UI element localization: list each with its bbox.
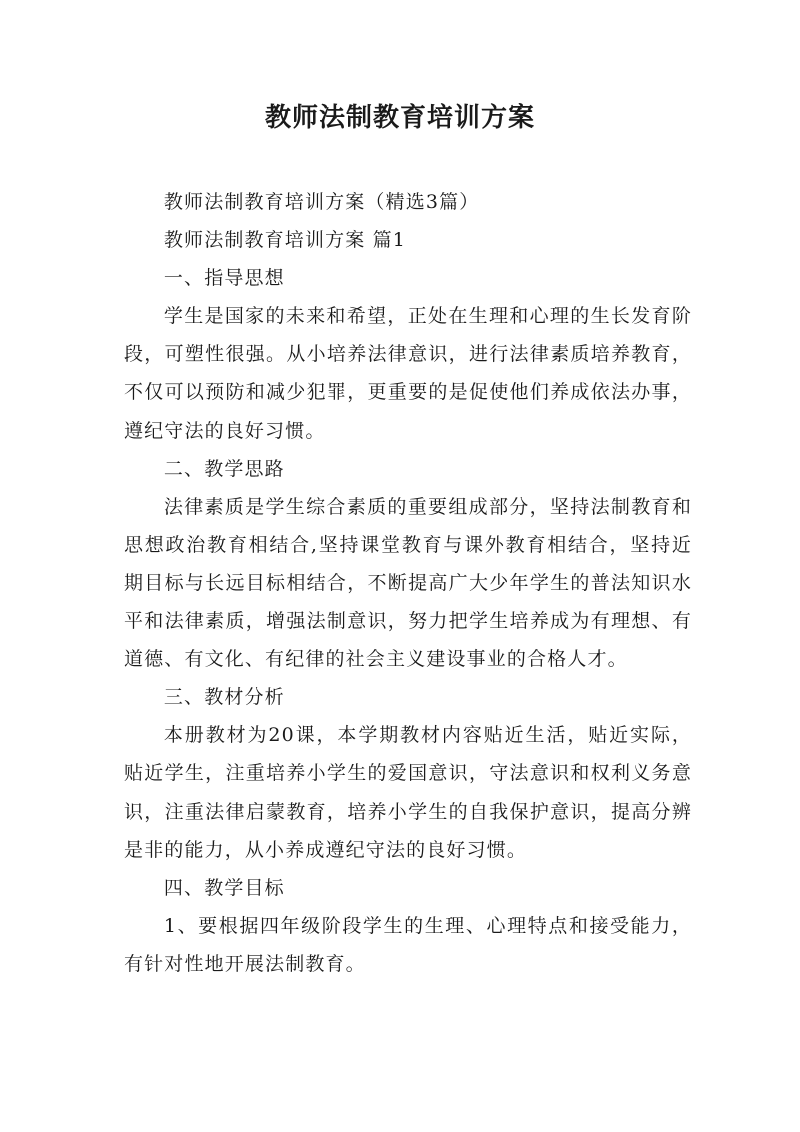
section-heading-part-1: 教师法制教育培训方案 篇1: [163, 229, 406, 252]
heading-guiding-thought: 一、指导思想: [163, 267, 285, 290]
paragraph-textbook-analysis: 本册教材为20课，本学期教材内容贴近生活，贴近实际，贴近学生，注重培养小学生的爱国意识，守法意识和权利义务意识，注重法律启蒙教育，培养小学生的自我保护意识，提高分辨是非的能力，从小养成遵纪守法的良好习惯。: [124, 724, 692, 861]
page-title: 教师法制教育培训方案: [264, 103, 535, 133]
subtitle: 教师法制教育培训方案（精选3篇）: [163, 191, 480, 213]
paragraph-teaching-goal-1: 1、要根据四年级阶段学生的生理、心理特点和接受能力，有针对性地开展法制教育。: [124, 914, 692, 975]
paragraph-teaching-approach: 法律素质是学生综合素质的重要组成部分，坚持法制教育和思想政治教育相结合,坚持课堂教育与课外教育相结合，坚持近期目标与长远目标相结合，不断提高广大少年学生的普法知识水平和法律素质，增强法制意识，努力把学生培养成为有理想、有道德、有文化、有纪律的社会主义建设事业的合格人才。: [124, 495, 692, 671]
paragraph-guiding-thought: 学生是国家的未来和希望，正处在生理和心理的生长发育阶段，可塑性很强。从小培养法律意识，进行法律素质培养教育，不仅可以预防和减少犯罪，更重要的是促使他们养成依法办事，遵纪守法的良好习惯。: [124, 305, 692, 442]
document-body: [124, 183, 692, 983]
heading-teaching-approach: 二、教学思路: [163, 457, 285, 480]
heading-textbook-analysis: 三、教材分析: [163, 686, 285, 709]
heading-teaching-goals: 四、教学目标: [163, 876, 285, 899]
